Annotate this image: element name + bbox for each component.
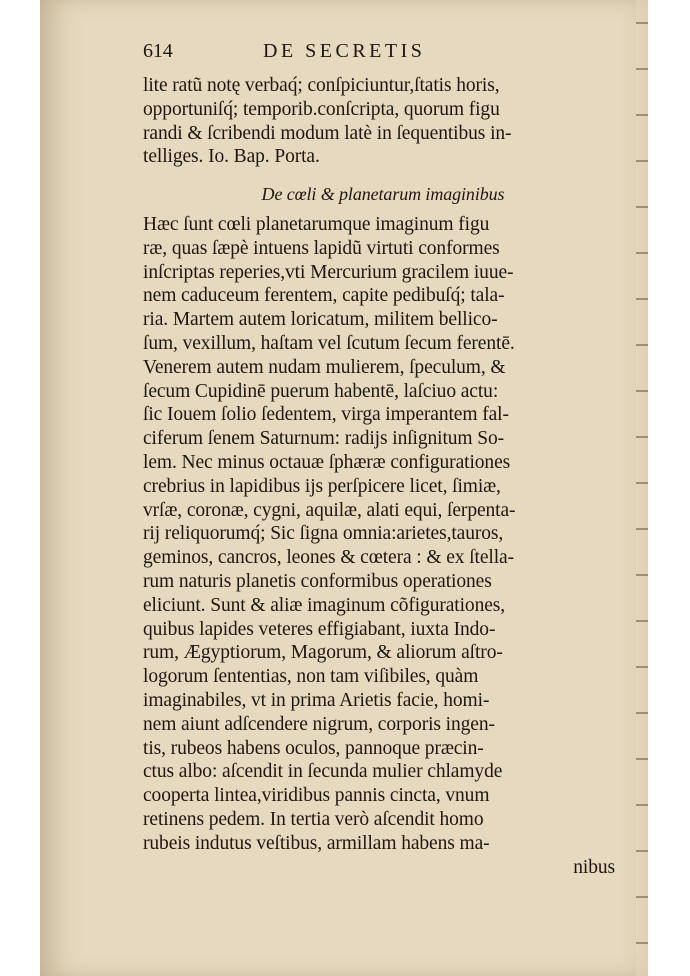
text-line: vrſæ, coronæ, cygni, aquilæ, alati equi, ſerpenta-	[143, 499, 516, 521]
text-line: lite ratũ notę verbaq́; conſpiciuntur,ſtatis horis,	[143, 75, 500, 96]
text-line: retinens pedem. In tertia verò aſcendit homo	[143, 808, 484, 830]
text-line: opportuniſq́; temporib.conſcripta, quorum figu	[143, 98, 500, 120]
catchword: nibus	[573, 856, 615, 878]
text-line: ſum, vexillum, haſtam vel ſcutum ſecum ferentē.	[143, 332, 515, 354]
text-line: rij reliquorumq́; Sic ſigna omnia:arietes,tauros,	[143, 523, 504, 545]
text-line: ciferum ſenem Saturnum: radijs inſignitum So-	[143, 428, 505, 450]
text-line: tis, rubeos habens oculos, pannoque præcin-	[143, 737, 484, 759]
text-line: rum, Ægyptiorum, Magorum, & aliorum aſtro-	[143, 642, 503, 664]
page-edge	[636, 0, 648, 976]
page-number: 614	[143, 40, 173, 62]
text-line: randi & ſcribendi modum latè in ſequentibus in-	[143, 122, 512, 144]
text-line: ræ, quas ſæpè intuens lapidũ virtuti conformes	[143, 237, 500, 259]
text-line: telliges. Io. Bap. Porta.	[143, 146, 320, 168]
page-header	[143, 40, 623, 70]
section-title: De cœli & planetarum imaginibus	[261, 184, 505, 205]
text-line: logorum ſententias, non tam viſibiles, quàm	[143, 666, 479, 688]
text-line: ria. Martem autem loricatum, militem bellico-	[143, 309, 498, 331]
text-line: lem. Nec minus octauæ ſphæræ configurationes	[143, 451, 511, 473]
text-block	[143, 40, 623, 879]
text-line: Hæc ſunt cœli planetarumque imaginum figu	[143, 213, 490, 235]
text-line: ctus albo: aſcendit in ſecunda mulier chlamyde	[143, 761, 503, 783]
text-line: imaginabiles, vt in prima Arietis facie, homi-	[143, 689, 490, 711]
text-line: geminos, cancros, leones & cœtera : & ex ſtella-	[143, 547, 514, 569]
text-line: ſecum Cupidinē puerum habentē, laſciuo actu:	[143, 380, 499, 402]
text-line: cooperta lintea,viridibus pannis cincta, vnum	[143, 785, 490, 807]
running-head: DE SECRETIS	[263, 40, 426, 62]
text-line: Venerem autem nudam mulierem, ſpeculum, &	[143, 356, 506, 378]
text-line: rubeis indutus veſtibus, armillam habens ma-	[143, 832, 490, 854]
text-line: crebrius in lapidibus ijs perſpicere licet, ſimiæ,	[143, 475, 501, 497]
text-line: inſcriptas reperies,vti Mercurium gracilem iuue-	[143, 261, 514, 283]
text-line: eliciunt. Sunt & aliæ imaginum cõfigurationes,	[143, 594, 506, 616]
text-line: rum naturis planetis conformibus operationes	[143, 570, 492, 592]
text-line: ſic Iouem ſolio ſedentem, virga imperantem fal-	[143, 404, 509, 426]
text-line: nem caduceum ferentem, capite pedibuſq́; tala-	[143, 285, 505, 307]
text-line: quibus lapides veteres effigiabant, iuxta Indo-	[143, 618, 496, 640]
text-line: nem aiunt adſcendere nigrum, corporis ingen-	[143, 713, 495, 735]
